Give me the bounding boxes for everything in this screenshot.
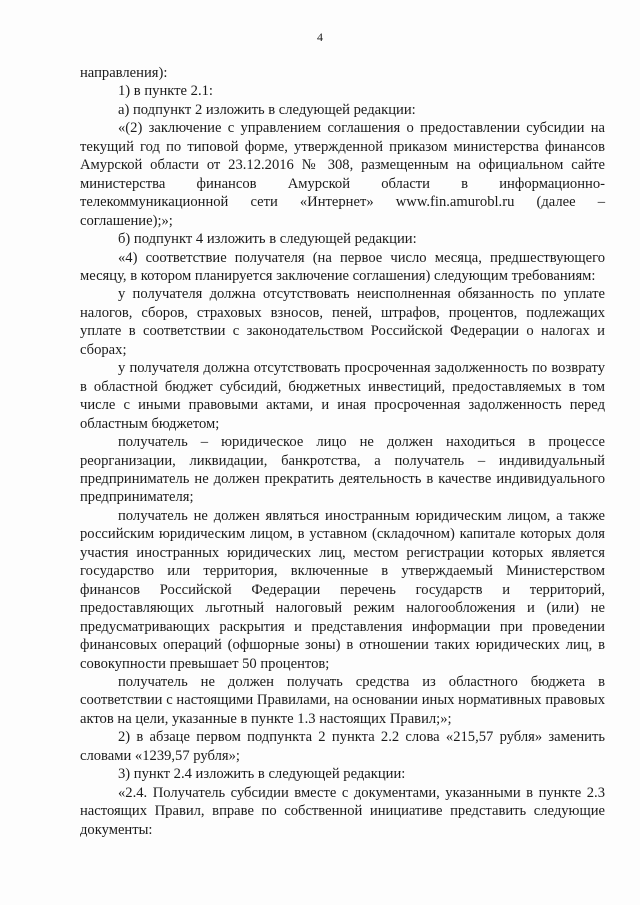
paragraph-item-2: 2) в абзаце первом подпункта 2 пункта 2.2 слова «215,57 рубля» заменить словами «1239,57 рубля»; — [80, 729, 605, 764]
paragraph-quote-subpoint-2: «(2) заключение с управлением соглашения о предоставлении субсидии на текущий год по типовой форме, утвержденной приказом министерства финансов Амурской области от 23.12.2016 № 308, размещенным на официальном сайте министерства финансов Амурской области в информационно-телекоммуникационной сети «Интернет» www.fin.amurobl.ru (далее – соглашение);»; — [80, 120, 605, 229]
paragraph-subitem-b: б) подпункт 4 изложить в следующей редакции: — [118, 231, 417, 248]
paragraph-quote-subpoint-4: «4) соответствие получателя (на первое число месяца, предшествующего месяцу, в котором планируется заключение соглашения) следующим требованиям: — [80, 249, 605, 284]
paragraph-requirement-other-funds: получатель не должен получать средства из областного бюджета в соответствии с настоящими Правилами, на основании иных нормативных правовых актов на цели, указанные в пункте 1.3 настоящих Правил;»; — [80, 673, 605, 727]
page-number: 4 — [317, 30, 323, 44]
paragraph-item-3: 3) пункт 2.4 изложить в следующей редакции: — [118, 766, 406, 783]
paragraph-requirement-debt: у получателя должна отсутствовать просроченная задолженность по возврату в областной бюджет субсидий, бюджетных инвестиций, предоставляемых в том числе с иными правовыми актами, и иная просроченная задолженность перед областным бюджетом; — [80, 360, 605, 432]
paragraph-item-1: 1) в пункте 2.1: — [118, 83, 213, 100]
paragraph-requirement-foreign: получатель не должен являться иностранным юридическим лицом, а также российским юридическим лицом, в уставном (складочном) капитале которых доля участия иностранных юридических лиц, местом регистрации которых является государство или территория, включенные в утверждаемый Министерством финансов Российской Федерации перечень государств и территорий, предоставляющих льготный налоговый режим налогообложения и (или) не предусматривающих раскрытия и представления информации при проведении финансовых операций (офшорные зоны) в отношении таких юридических лиц, в совокупности превышает 50 процентов; — [80, 507, 605, 672]
paragraph-requirement-reorganization: получатель – юридическое лицо не должен находиться в процессе реорганизации, ликвидации, банкротства, а получатель – индивидуальный предприниматель не должен прекратить деятельность в качестве индивидуального предпринимателя; — [80, 434, 605, 506]
paragraph-continuation: направления): — [80, 65, 168, 81]
paragraph-subitem-a: а) подпункт 2 изложить в следующей редакции: — [118, 101, 416, 118]
paragraph-requirement-taxes: у получателя должна отсутствовать неисполненная обязанность по уплате налогов, сборов, страховых взносов, пеней, штрафов, процентов, подлежащих уплате в соответствии с законодательством Российской Федерации о налогах и сборах; — [80, 286, 605, 358]
document-body — [80, 64, 605, 839]
paragraph-quote-point-2-4: «2.4. Получатель субсидии вместе с документами, указанными в пункте 2.3 настоящих Правил, вправе по собственной инициативе представить следующие документы: — [80, 784, 605, 838]
